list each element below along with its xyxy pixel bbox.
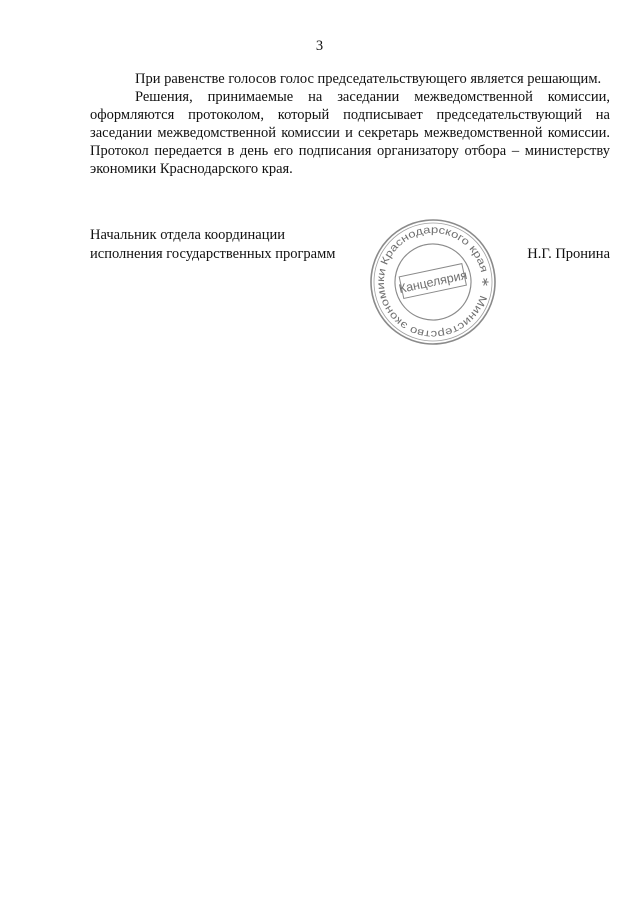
signatory-name: Н.Г. Пронина — [527, 246, 610, 262]
signature-block — [90, 223, 610, 356]
paragraph-decisions: Решения, принимаемые на заседании межведомственной комиссии, оформляются протоколом, который подписывает председательствующий на заседании межведомственной комиссии и секретарь межведомственной комиссии. Протокол передается в день его подписания организатору отбора – министерству экономики Краснодарского края. — [90, 89, 610, 177]
stamp-center-text: Канцелярия — [397, 267, 469, 297]
signatory-position — [90, 226, 335, 264]
signatory-position-line-2: исполнения государственных программ — [90, 246, 336, 262]
document-body — [90, 70, 610, 178]
office-stamp-icon — [363, 212, 503, 352]
stamp-ring-text: Министерство экономики Краснодарского края ∗ — [374, 223, 492, 341]
signatory-position-line-1: Начальник отдела координации — [90, 227, 286, 243]
paragraph-voting: При равенстве голосов голос председательствующего является решающим. — [135, 71, 602, 87]
page-number: 3 — [315, 38, 324, 54]
